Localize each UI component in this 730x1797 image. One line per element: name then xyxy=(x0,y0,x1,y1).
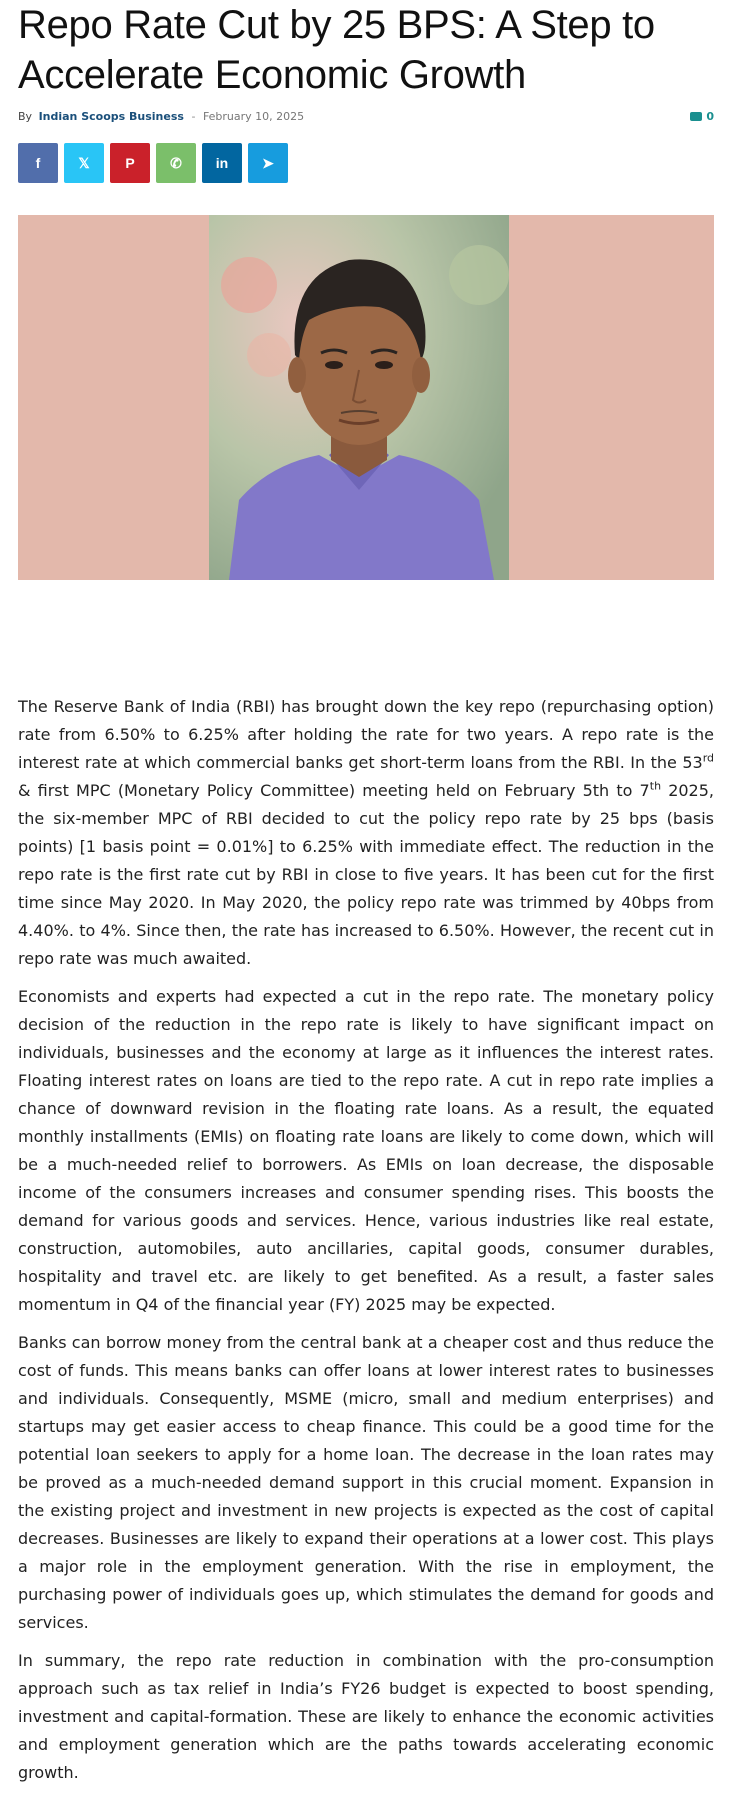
paragraph-4: In summary, the repo rate reduction in combination with the pro-consumption approach such as tax relief in India’s FY26 budget is expected to boost spending, investment and capital-formation. These are likely to enhance the economic activities and employment generation which are the paths towards accelerating economic growth. xyxy=(18,1651,714,1782)
comment-count: 0 xyxy=(706,110,714,123)
paragraph-1-part-b: & first MPC (Monetary Policy Committee) meeting held on February 5th to 7 xyxy=(18,781,650,800)
comments-link[interactable] xyxy=(690,110,714,123)
article-header xyxy=(18,0,714,183)
linkedin-share-button[interactable] xyxy=(202,143,242,183)
telegram-share-button[interactable] xyxy=(248,143,288,183)
facebook-icon: f xyxy=(35,155,41,171)
linkedin-icon: in xyxy=(215,155,229,171)
comment-icon xyxy=(690,112,702,121)
whatsapp-icon: ✆ xyxy=(170,154,182,171)
by-label: By xyxy=(18,110,33,123)
ordinal-rd: rd xyxy=(702,751,714,765)
pinterest-icon: P xyxy=(125,155,135,171)
facebook-share-button[interactable] xyxy=(18,143,58,183)
paragraph-3: Banks can borrow money from the central bank at a cheaper cost and thus reduce the cost of funds. This means banks can offer loans at lower interest rates to businesses and individuals. Consequently, MSME (micro, small and medium enterprises) and startups may get easier access to cheap finance. This could be a good time for the potential loan seekers to apply for a home loan. The decrease in the loan rates may be proved as a much-needed demand support in this crucial moment. Expansion in the existing project and investment in new projects is expected as the cost of capital decreases. Businesses are likely to expand their operations at a lower cost. This plays a major role in the employment generation. With the rise in employment, the purchasing power of individuals goes up, which stimulates the demand for goods and services. xyxy=(18,1333,714,1632)
article-body xyxy=(18,693,714,1797)
author-link[interactable]: Indian Scoops Business xyxy=(38,110,184,123)
telegram-icon: ➤ xyxy=(262,154,274,171)
article-title: Repo Rate Cut by 25 BPS: A Step to Accelerate Economic Growth xyxy=(18,3,655,97)
share-bar xyxy=(18,143,714,183)
x-icon: 𝕏 xyxy=(78,154,90,171)
author-portrait xyxy=(209,215,509,580)
paragraph-1 xyxy=(18,693,714,973)
pinterest-share-button[interactable] xyxy=(110,143,150,183)
article-meta xyxy=(18,110,714,130)
portrait-illustration xyxy=(209,215,509,580)
ordinal-th: th xyxy=(649,779,662,793)
paragraph-1-part-c: 2025, the six-member MPC of RBI decided to cut the policy repo rate by 25 bps (basis points) [1 basis point = 0.01%] to 6.25% with immediate effect. The reduction in the repo rate is the first rate cut by RBI in close to five years. It has been cut for the first time since May 2020. In May 2020, the policy repo rate was trimmed by 40bps from 4.40%. to 4%. Since then, the rate has increased to 6.50%. However, the recent cut in repo rate was much awaited. xyxy=(18,781,715,968)
paragraph-2: Economists and experts had expected a cut in the repo rate. The monetary policy decision of the reduction in the repo rate is likely to have significant impact on individuals, businesses and the economy at large as it influences the interest rates. Floating interest rates on loans are tied to the repo rate. A cut in repo rate implies a chance of downward revision in the floating rate loans. As a result, the equated monthly installments (EMIs) on floating rate loans are likely to come down, which will be a much-needed relief to borrowers. As EMIs on loan decrease, the disposable income of the consumers increases and consumer spending rises. This boosts the demand for various goods and services. Hence, various industries like real estate, construction, automobiles, auto ancillaries, capital goods, consumer durables, hospitality and travel etc. are likely to get benefited. As a result, a faster sales momentum in Q4 of the financial year (FY) 2025 may be expected. xyxy=(18,987,714,1314)
paragraph-1-part-a: The Reserve Bank of India (RBI) has brought down the key repo (repurchasing option) rate from 6.50% to 6.25% after holding the rate for two years. A repo rate is the interest rate at which commercial banks get short-term loans from the RBI. In the 53 xyxy=(18,697,714,772)
publish-date: February 10, 2025 xyxy=(202,110,305,123)
x-share-button[interactable] xyxy=(64,143,104,183)
meta-separator: - xyxy=(191,110,196,123)
whatsapp-share-button[interactable] xyxy=(156,143,196,183)
featured-image xyxy=(18,215,714,580)
